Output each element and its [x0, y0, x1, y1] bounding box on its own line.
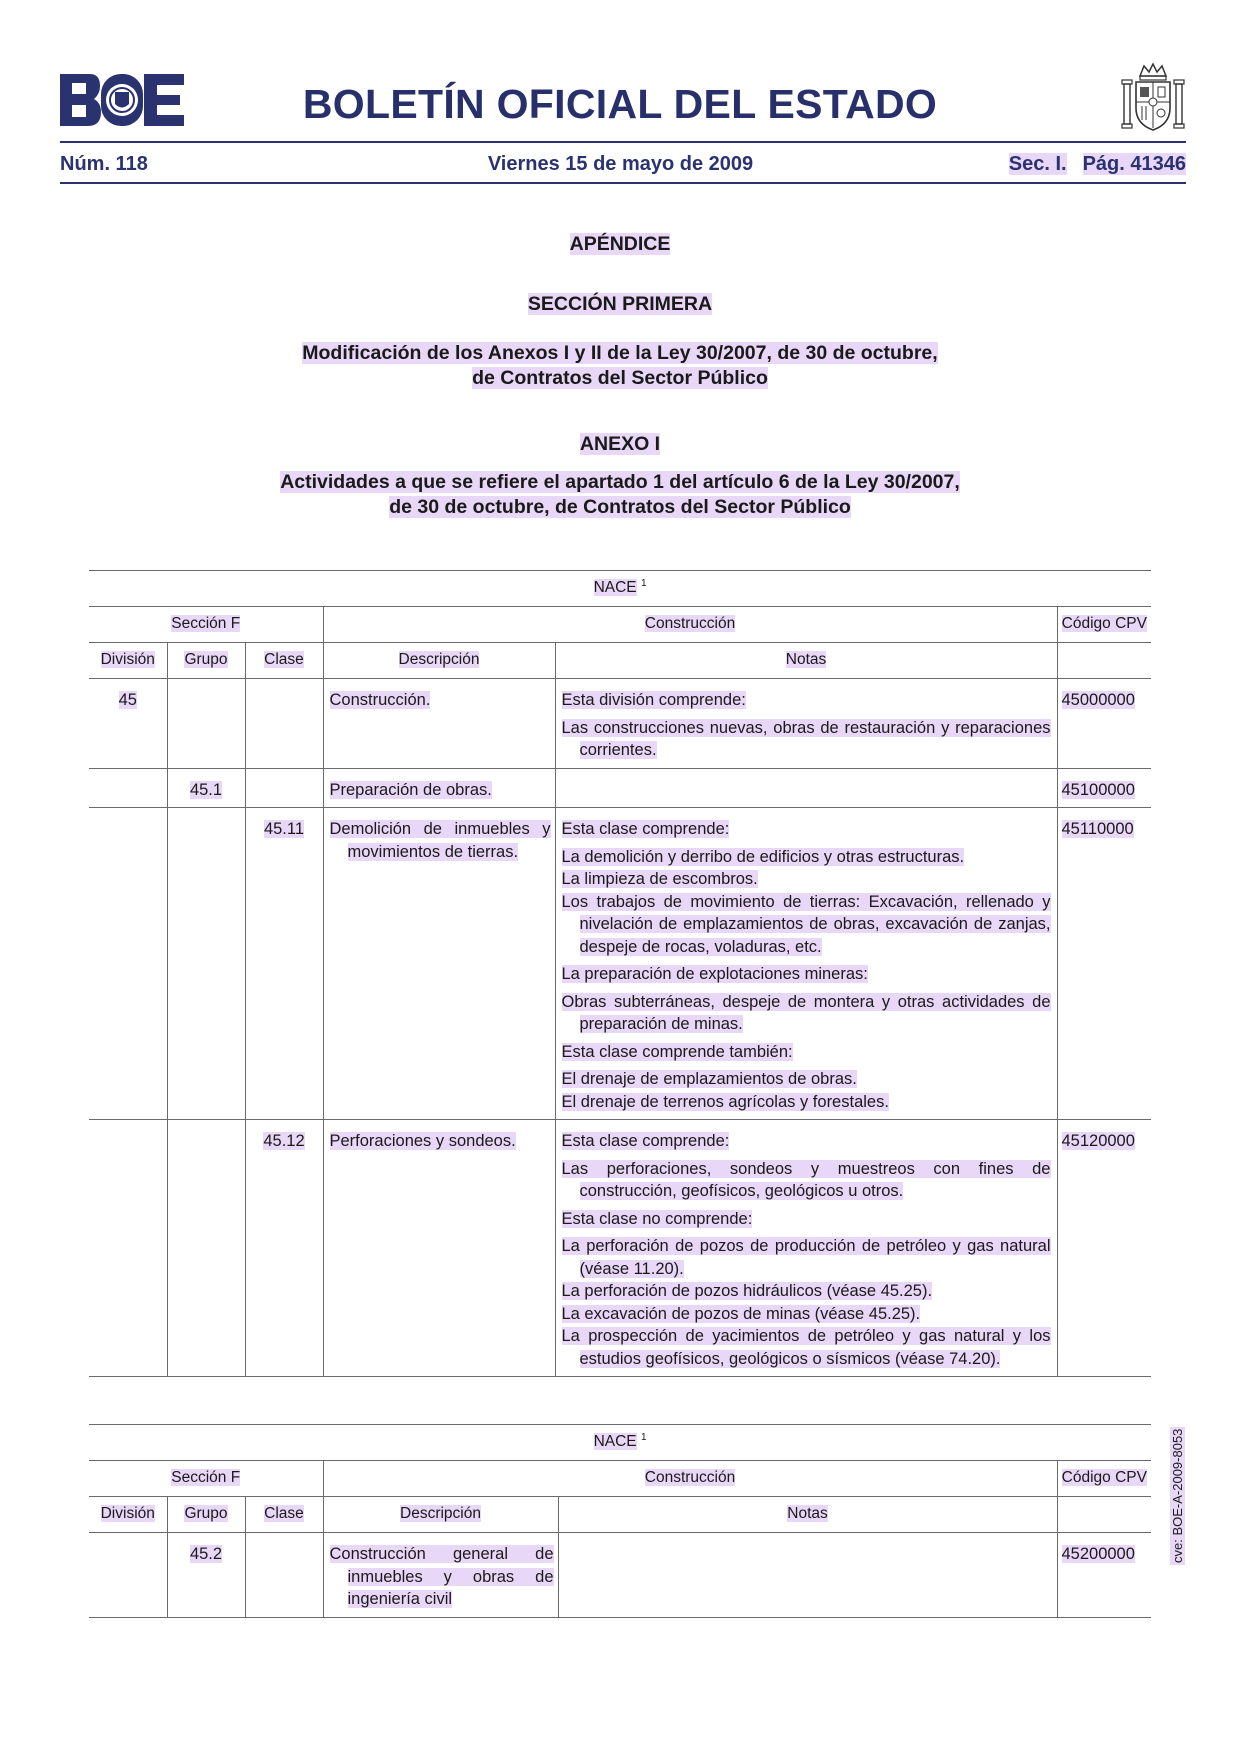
description-cell	[323, 679, 555, 769]
construction-header-text: Construcción	[644, 615, 736, 633]
cpv-cell	[1057, 768, 1151, 808]
column-header-division	[89, 643, 167, 679]
note-line: Los trabajos de movimiento de tierras: Excavación, rellenado y nivelación de emplazamientos de obras, excavación de zanjas, despeje de rocas, voladuras, etc.	[561, 892, 1051, 956]
masthead-rule-bottom	[60, 182, 1186, 184]
division-value: 45	[118, 691, 137, 709]
column-header-class	[245, 1497, 323, 1533]
column-header-division	[89, 1497, 167, 1533]
column-header-group	[167, 643, 245, 679]
table-row	[89, 1120, 1151, 1377]
nace-table-2	[89, 1424, 1151, 1618]
column-header-class-text: Clase	[264, 1505, 304, 1523]
cpv-cell	[1057, 1120, 1151, 1377]
cpv-cell	[1057, 1533, 1151, 1618]
description-cell	[323, 808, 555, 1120]
nace-footnote-mark: 1	[640, 1432, 647, 1444]
table-row	[89, 808, 1151, 1120]
column-header-notes	[555, 643, 1057, 679]
note-line: Esta clase no comprende:	[561, 1209, 753, 1228]
note-line: La preparación de explotaciones mineras:	[561, 965, 868, 983]
cpv-header	[1057, 607, 1151, 643]
column-header-group-text: Grupo	[184, 1505, 228, 1523]
group-cell	[167, 808, 245, 1120]
column-header-notes-text: Notas	[787, 1505, 828, 1523]
cpv-cell	[1057, 679, 1151, 769]
group-value: 45.1	[189, 780, 223, 799]
section-f-header	[89, 607, 323, 643]
nace-header	[89, 1425, 1151, 1461]
column-header-class-text: Clase	[264, 651, 304, 669]
class-cell	[245, 1533, 323, 1618]
cpv-header	[1057, 1461, 1151, 1497]
note-line: La perforación de pozos hidráulicos (véase 45.25).	[561, 1282, 933, 1300]
construction-header	[323, 607, 1057, 643]
column-header-notes-text: Notas	[785, 651, 827, 669]
description-cell	[323, 768, 555, 808]
description-text: Preparación de obras.	[329, 780, 492, 799]
note-line: Esta clase comprende:	[561, 820, 730, 838]
column-header-group	[167, 1497, 245, 1533]
note-line: La prospección de yacimientos de petróleo y gas natural y los estudios geofísicos, geológicos o sísmicos (véase 74.20).	[561, 1327, 1051, 1368]
group-cell	[167, 768, 245, 808]
column-header-description-text: Descripción	[400, 1505, 481, 1523]
spanish-coat-of-arms-icon	[1120, 62, 1186, 134]
notes-cell	[558, 1533, 1057, 1618]
note-line: Obras subterráneas, despeje de montera y otras actividades de preparación de minas.	[561, 992, 1051, 1033]
masthead-rule-top	[60, 141, 1186, 143]
description-cell	[323, 1120, 555, 1377]
section-heading-text: SECCIÓN PRIMERA	[527, 293, 713, 315]
note-line: La perforación de pozos de producción de petróleo y gas natural (véase 11.20).	[561, 1237, 1051, 1278]
annex-heading-text: ANEXO I	[579, 433, 661, 455]
column-header-division-text: División	[100, 651, 155, 669]
class-cell	[245, 808, 323, 1120]
modification-title	[140, 341, 1100, 391]
nace-header	[89, 571, 1151, 607]
section-f-header-text: Sección F	[171, 615, 241, 633]
class-cell	[245, 679, 323, 769]
section-label: Sec. I.	[1008, 153, 1067, 175]
notes-cell	[555, 679, 1057, 769]
class-value: 45.12	[263, 1132, 305, 1150]
column-header-cpv-empty	[1057, 1497, 1151, 1533]
group-cell	[167, 1120, 245, 1377]
column-header-description	[323, 1497, 558, 1533]
note-line: Las perforaciones, sondeos y muestreos con fines de construcción, geofísicos, geológicos u otros.	[561, 1159, 1051, 1200]
table-row	[89, 768, 1151, 808]
note-line: Esta clase comprende:	[561, 1132, 730, 1150]
cpv-cell	[1057, 808, 1151, 1120]
description-text: Construcción general de inmuebles y obras de ingeniería civil	[329, 1545, 554, 1608]
group-cell	[167, 679, 245, 769]
nace-footnote-mark: 1	[640, 578, 647, 590]
note-line: Esta división comprende:	[561, 691, 746, 709]
modification-title-line1: Modificación de los Anexos I y II de la Ley 30/2007, de 30 de octubre,	[302, 342, 938, 364]
appendix-heading-text: APÉNDICE	[569, 233, 671, 255]
activities-title-line1: Actividades a que se refiere el apartado 1 del artículo 6 de la Ley 30/2007,	[280, 471, 960, 493]
activities-title	[140, 470, 1100, 520]
class-value: 45.11	[263, 820, 305, 838]
description-cell	[323, 1533, 558, 1618]
note-line: La excavación de pozos de minas (véase 45.25).	[561, 1304, 921, 1323]
division-cell	[89, 808, 167, 1120]
description-text: Construcción.	[329, 691, 431, 709]
page-label: Pág. 41346	[1082, 153, 1186, 175]
column-header-description-text: Descripción	[398, 651, 480, 669]
description-text: Perforaciones y sondeos.	[329, 1132, 516, 1150]
column-header-description	[323, 643, 555, 679]
cpv-code: 45100000	[1061, 780, 1135, 799]
column-header-notes	[558, 1497, 1057, 1533]
note-line: El drenaje de terrenos agrícolas y forestales.	[561, 1092, 889, 1111]
group-value: 45.2	[189, 1545, 223, 1563]
activities-title-line2: de 30 de octubre, de Contratos del Sector Público	[389, 496, 851, 518]
construction-header	[323, 1461, 1057, 1497]
notes-cell	[555, 1120, 1057, 1377]
section-page	[1009, 152, 1186, 176]
cpv-code: 45120000	[1061, 1132, 1135, 1150]
notes-cell	[555, 768, 1057, 808]
column-header-division-text: División	[100, 1505, 155, 1523]
note-line: Esta clase comprende también:	[561, 1042, 793, 1061]
section-f-header-text: Sección F	[171, 1469, 241, 1487]
nace-header-text: NACE	[593, 579, 637, 597]
annex-heading	[140, 432, 1100, 457]
cpv-code: 45000000	[1061, 691, 1135, 709]
notes-cell	[555, 808, 1057, 1120]
note-line: Las construcciones nuevas, obras de restauración y reparaciones corrientes.	[561, 718, 1051, 759]
appendix-heading	[140, 232, 1100, 257]
division-cell	[89, 1120, 167, 1377]
boe-logo-icon	[60, 74, 184, 126]
section-heading	[140, 292, 1100, 317]
cpv-header-text: Código CPV	[1061, 1469, 1147, 1487]
division-cell	[89, 1533, 167, 1618]
cpv-code: 45110000	[1061, 820, 1134, 838]
column-header-class	[245, 643, 323, 679]
division-cell	[89, 768, 167, 808]
group-cell	[167, 1533, 245, 1618]
column-header-cpv-empty	[1057, 643, 1151, 679]
cpv-header-text: Código CPV	[1061, 615, 1147, 633]
issue-number: Núm. 118	[60, 153, 148, 175]
division-cell	[89, 679, 167, 769]
class-cell	[245, 768, 323, 808]
publication-title: BOLETÍN OFICIAL DEL ESTADO	[302, 81, 938, 127]
section-f-header	[89, 1461, 323, 1497]
class-cell	[245, 1120, 323, 1377]
nace-table-1	[89, 570, 1151, 1377]
column-header-group-text: Grupo	[184, 651, 228, 669]
construction-header-text: Construcción	[644, 1469, 736, 1487]
cpv-code: 45200000	[1061, 1545, 1135, 1563]
cve-identifier-text: cve: BOE-A-2009-8053	[1170, 1428, 1185, 1563]
description-text: Demolición de inmuebles y movimientos de tierras.	[329, 820, 551, 861]
issue-date: Viernes 15 de mayo de 2009	[487, 153, 754, 175]
table-row	[89, 679, 1151, 769]
note-line: La limpieza de escombros.	[561, 870, 758, 888]
note-line: La demolición y derribo de edificios y otras estructuras.	[561, 847, 965, 866]
modification-title-line2: de Contratos del Sector Público	[472, 367, 768, 389]
note-line: El drenaje de emplazamientos de obras.	[561, 1070, 857, 1088]
table-row	[89, 1533, 1151, 1618]
nace-header-text: NACE	[593, 1433, 637, 1451]
